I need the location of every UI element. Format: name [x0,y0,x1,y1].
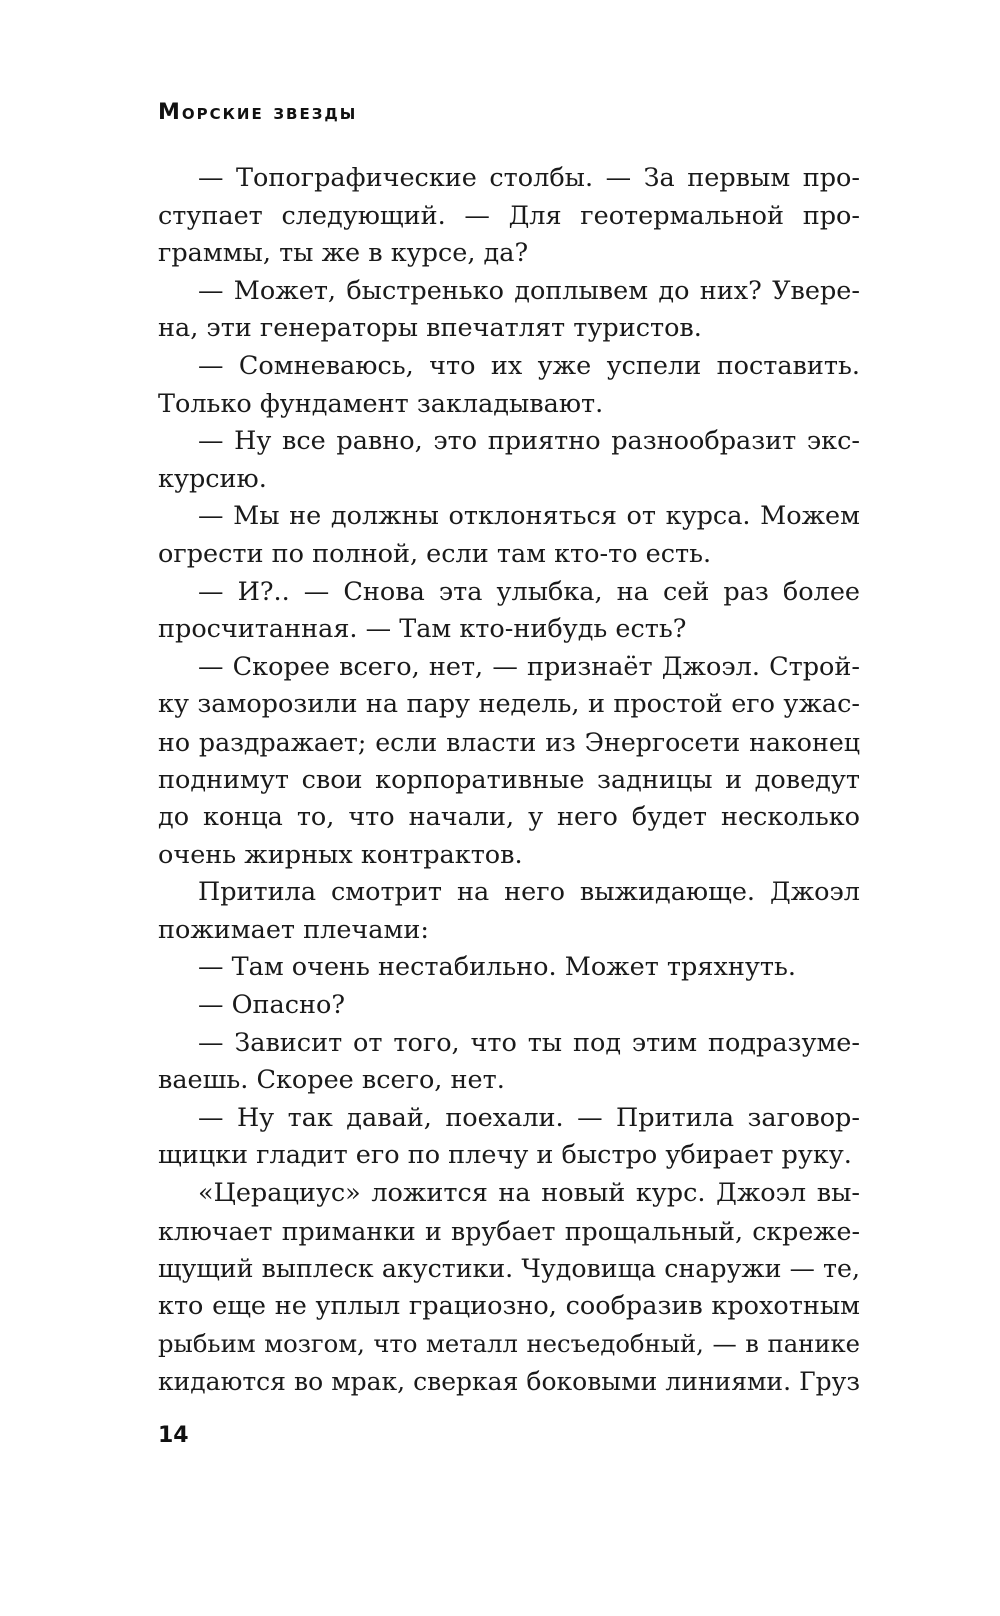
text-line: щицки гладит его по плечу и быстро убирает руку. [158,1140,852,1171]
body-text [158,160,860,1401]
text-line: ку заморозили на пару недель, и простой его ужас- [158,689,860,720]
text-line: — Ну все равно, это приятно разнообразит экс- [198,426,860,457]
text-line: щущий выплеск акустики. Чудовища снаружи — те, [158,1254,860,1284]
text-line: просчитанная. — Там кто-нибудь есть? [158,614,687,645]
text-line: кто еще не уплыл грациозно, сообразив крохотным [158,1290,860,1321]
running-title: Морские звезды [158,100,358,125]
text-line: рыбьим мозгом, что металл несъедобный, — в панике [158,1329,860,1359]
text-line: кидаются во мрак, сверкая боковыми линиями. Груз [158,1367,860,1396]
text-line: ваешь. Скорее всего, нет. [158,1065,505,1096]
text-line: Только фундамент закладывают. [158,388,604,419]
text-line: — Скорее всего, нет, — признаёт Джоэл. Строй- [198,651,860,682]
text-line: очень жирных контрактов. [158,839,523,870]
text-line: — Мы не должны отклоняться от курса. Можем [198,501,860,532]
text-line: ключает приманки и врубает прощальный, скреже- [158,1216,860,1246]
text-line: ступает следующий. — Для геотермальной про- [158,200,860,231]
text-line: Притила смотрит на него выжидающе. Джоэл [198,877,860,908]
text-line: пожимает плечами: [158,914,429,945]
text-line: граммы, ты же в курсе, да? [158,238,529,269]
text-line: огрести по полной, если там кто-то есть. [158,538,712,569]
text-line: — Там очень нестабильно. Может тряхнуть. [198,952,796,983]
page-number: 14 [158,1423,189,1448]
text-line: — Опасно? [198,990,346,1021]
text-line: но раздражает; если власти из Энергосети наконец [158,727,860,757]
text-line: на, эти генераторы впечатлят туристов. [158,313,702,344]
text-line: поднимут свои корпоративные задницы и доведут [158,764,860,795]
text-line: — Сомневаюсь, что их уже успели поставить. [198,350,860,381]
text-line: «Церациус» ложится на новый курс. Джоэл вы- [198,1178,860,1209]
text-line: — Зависит от того, что ты под этим подразуме- [198,1027,860,1058]
text-line: — Топографические столбы. — За первым про- [198,163,860,193]
text-line: — Может, быстренько доплывем до них? Увере- [198,275,860,306]
text-line: — И?.. — Снова эта улыбка, на сей раз более [198,576,860,607]
text-line: до конца то, что начали, у него будет несколько [158,802,860,833]
text-line: курсию. [158,463,267,494]
text-line: — Ну так давай, поехали. — Притила заговор- [198,1102,860,1133]
